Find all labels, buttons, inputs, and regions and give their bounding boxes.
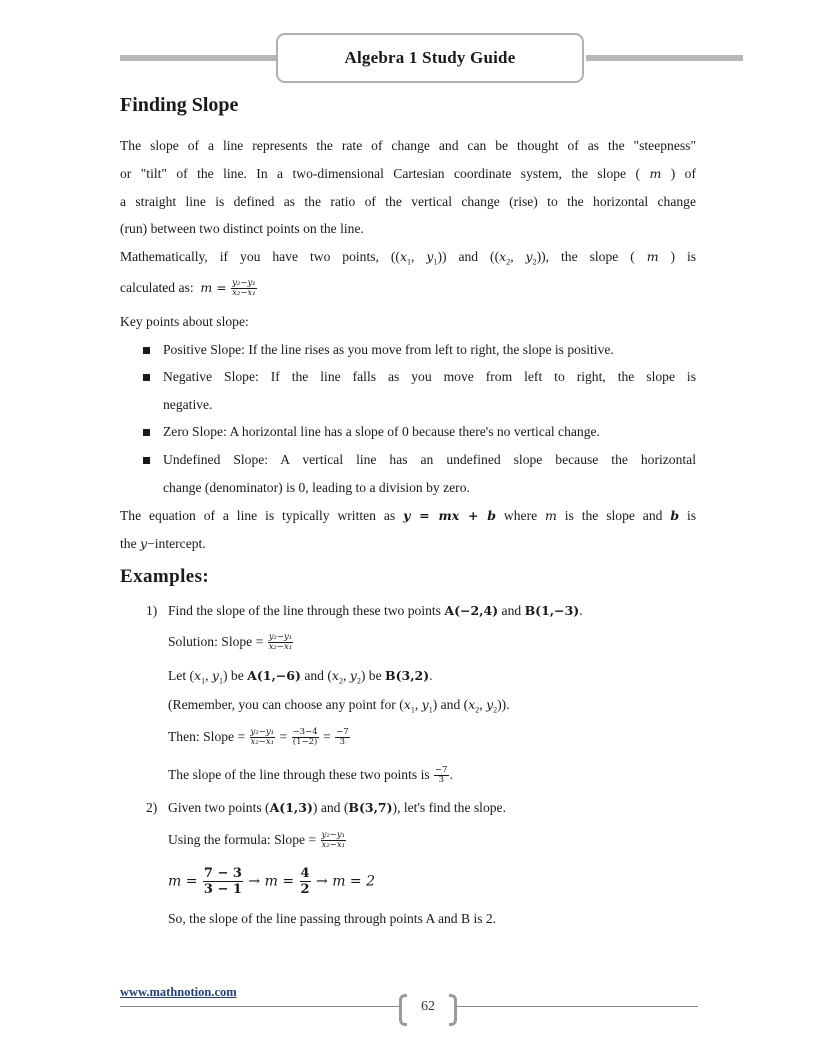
example-2-question: Given two points (A(1,3)) and (B(3,7)), let's find the slope. bbox=[168, 800, 506, 815]
examples-title: Examples: bbox=[120, 566, 210, 587]
page-bracket-right bbox=[449, 994, 457, 1026]
intro-line-3: a straight line is defined as the ratio of the vertical change (rise) to the horizontal change bbox=[120, 194, 696, 209]
bullet-marker bbox=[143, 347, 150, 354]
intro-line-2: or "tilt" of the line. In a two-dimensional Cartesian coordinate system, the slope ( m ) of bbox=[120, 166, 696, 181]
bullet-marker bbox=[143, 374, 150, 381]
key-points-label: Key points about slope: bbox=[120, 314, 249, 329]
slope-formula: $\frac{\text{y₂−y₁}}{\text{x₂−x₁}}$ bbox=[232, 278, 256, 299]
equation-line: The equation of a line is typically written as y = mx + b where m is the slope and b is bbox=[120, 508, 697, 523]
footer-website-link[interactable]: www.mathnotion.com bbox=[120, 985, 237, 999]
bullet-zero: Zero Slope: A horizontal line has a slope of 0 because there's no vertical change. bbox=[163, 424, 600, 439]
example-2-formula: Using the formula: Slope = $\frac{\text{y₂−y₁}}{\text{x₂−x₁}}$ bbox=[168, 830, 346, 851]
bullet-marker bbox=[143, 457, 150, 464]
bullet-positive: Positive Slope: If the line rises as you move from left to right, the slope is positive. bbox=[163, 342, 614, 357]
example-1-number: 1) bbox=[146, 603, 158, 618]
math-line: Mathematically, if you have two points, (($x_1$, $y_1$)) and (($x_2$, $y_2$)), the slope ( m ) is bbox=[120, 249, 697, 267]
intro-line-4: (run) between two distinct points on the line. bbox=[120, 221, 364, 236]
header-box bbox=[276, 33, 584, 83]
example-2-result: So, the slope of the line passing through points A and B is 2. bbox=[168, 911, 497, 926]
footer-rule-left bbox=[120, 1006, 402, 1007]
example-1-then: Then: Slope = $\frac{\text{y₂−y₁}}{\text{x₂−x₁}}$ = $\frac{-3-4}{(1-2)}$ = $\frac{-7}{3}$ bbox=[168, 727, 349, 748]
header-rule-right bbox=[586, 55, 743, 61]
equation-line-cont: the y−intercept. bbox=[120, 536, 206, 551]
bullet-negative: Negative Slope: If the line falls as you move from left to right, the slope is bbox=[163, 369, 696, 384]
header-rule-left bbox=[120, 55, 278, 61]
footer-rule-right bbox=[455, 1006, 698, 1007]
bullet-negative-cont: negative. bbox=[163, 397, 213, 412]
header-title: Algebra 1 Study Guide bbox=[344, 48, 516, 67]
example-1-solution: Solution: Slope = $\frac{\text{y₂−y₁}}{\text{x₂−x₁}}$ bbox=[168, 632, 293, 653]
bullet-undefined: Undefined Slope: A vertical line has an undefined slope because the horizontal bbox=[163, 452, 696, 467]
example-2-calculation: m = $\frac{7 - 3}{3 - 1}$ → m = $\frac{4}{2}$ → m = 2 bbox=[168, 866, 376, 897]
section-title: Finding Slope bbox=[120, 94, 239, 116]
intro-line-1: The slope of a line represents the rate of change and can be thought of as the "steepness" bbox=[120, 138, 696, 153]
example-1-result: The slope of the line through these two points is $\frac{-7}{3}$ . bbox=[168, 765, 453, 786]
formula-line: calculated as: m = $\frac{\text{y₂−y₁}}{\text{x₂−x₁}}$ bbox=[120, 278, 256, 299]
bullet-marker bbox=[143, 429, 150, 436]
example-1-question: Find the slope of the line through these two points A(−2,4) and B(1,−3). bbox=[168, 603, 583, 618]
example-1-remember: (Remember, you can choose any point for ($x_1$, $y_1$) and ($x_2$, $y_2$)). bbox=[168, 697, 510, 715]
page-number: 62 bbox=[421, 999, 435, 1014]
page-bracket-left bbox=[399, 994, 407, 1026]
example-1-let: Let ($x_1$, $y_1$) be A(1,−6) and ($x_2$, $y_2$) be B(3,2). bbox=[168, 668, 433, 686]
example-2-number: 2) bbox=[146, 800, 158, 815]
bullet-undefined-cont: change (denominator) is 0, leading to a division by zero. bbox=[163, 480, 470, 495]
